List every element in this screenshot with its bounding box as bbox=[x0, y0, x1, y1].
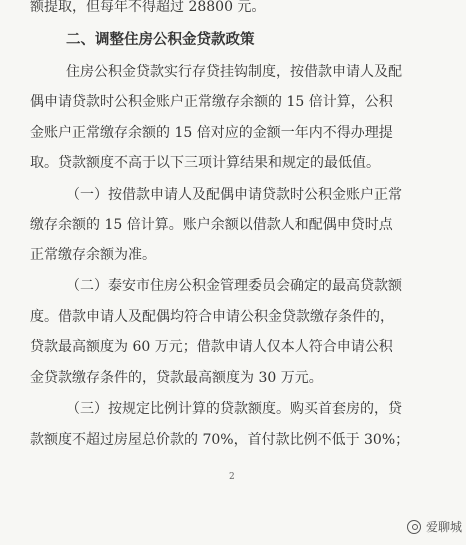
paragraph-line: 金贷款缴存条件的，贷款最高额度为 30 万元。 bbox=[30, 370, 323, 386]
watermark bbox=[407, 518, 462, 535]
paragraph-line: 款额度不超过房屋总价款的 70%，首付款比例不低于 30%； bbox=[30, 432, 410, 448]
paragraph-line: （二）泰安市住房公积金管理委员会确定的最高贷款额 bbox=[66, 278, 402, 294]
section-heading: 二、调整住房公积金贷款政策 bbox=[66, 31, 255, 48]
paragraph-line: 取。贷款额度不高于以下三项计算结果和规定的最低值。 bbox=[30, 155, 380, 171]
paragraph-line: 贷款最高额度为 60 万元；借款申请人仅本人符合申请公积 bbox=[30, 339, 393, 355]
page-number: 2 bbox=[229, 472, 235, 482]
paragraph-line: 额提取，但每年不得超过 28800 元。 bbox=[30, 0, 266, 15]
paragraph-line: 金账户正常缴存余额的 15 倍对应的金额一年内不得办理提 bbox=[30, 125, 393, 141]
paragraph-line: 正常缴存余额为准。 bbox=[30, 247, 156, 263]
paragraph-line: （一）按借款申请人及配偶申请贷款时公积金账户正常 bbox=[66, 187, 402, 203]
paragraph-line: 住房公积金贷款实行存贷挂钩制度，按借款申请人及配 bbox=[66, 64, 402, 80]
paragraph-line: 偶申请贷款时公积金账户正常缴存余额的 15 倍计算，公积 bbox=[30, 94, 393, 110]
watermark-text: 爱聊城 bbox=[425, 520, 462, 534]
paragraph-line: 缴存余额的 15 倍计算。账户余额以借款人和配偶申贷时点 bbox=[30, 217, 393, 233]
paragraph-line: （三）按规定比例计算的贷款额度。购买首套房的，贷 bbox=[66, 401, 402, 417]
wechat-icon bbox=[407, 520, 421, 534]
paragraph-line: 度。借款申请人及配偶均符合申请公积金贷款缴存条件的， bbox=[30, 309, 394, 325]
